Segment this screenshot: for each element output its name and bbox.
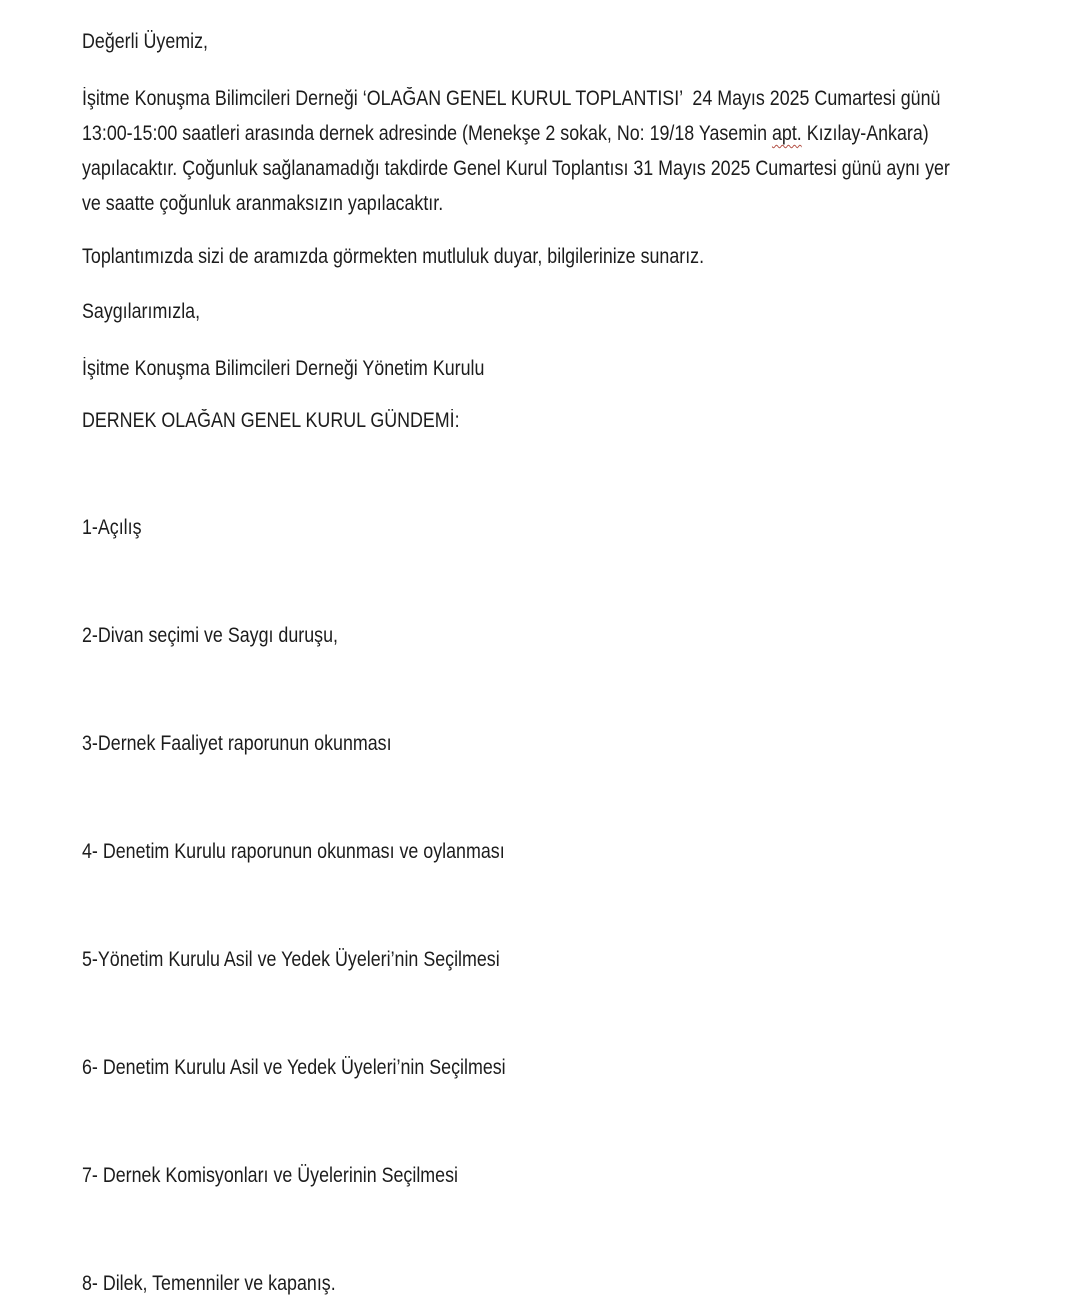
announcement-line-2-pre: 13:00-15:00 saatleri arasında dernek adresinde (Menekşe 2 sokak, No: 19/18 Yasemin — [82, 122, 772, 145]
signature-text: İşitme Konuşma Bilimcileri Derneği Yönetim Kurulu — [82, 357, 485, 380]
agenda-item-5: 5-Yönetim Kurulu Asil ve Yedek Üyeleri’nin Seçilmesi — [82, 948, 500, 971]
announcement-line-2-post: Kızılay-Ankara) — [801, 122, 929, 145]
invitation-text: Toplantımızda sizi de aramızda görmekten mutluluk duyar, bilgilerinize sunarız. — [82, 245, 705, 268]
agenda-item-3: 3-Dernek Faaliyet raporunun okunması — [82, 732, 392, 755]
announcement-line-1: İşitme Konuşma Bilimcileri Derneği ‘OLAĞAN GENEL KURUL TOPLANTISI’ 24 Mayıs 2025 Cumartesi günü — [82, 87, 941, 110]
closing-text: Saygılarımızla, — [82, 300, 201, 323]
announcement-line-3: yapılacaktır. Çoğunluk sağlanamadığı takdirde Genel Kurul Toplantısı 31 Mayıs 2025 Cumartesi günü aynı yer — [82, 157, 950, 180]
agenda-item-4: 4- Denetim Kurulu raporunun okunması ve oylanması — [82, 840, 505, 863]
greeting-text: Değerli Üyemiz, — [82, 30, 208, 53]
agenda-item-7: 7- Dernek Komisyonları ve Üyelerinin Seçilmesi — [82, 1164, 458, 1187]
agenda-item-1: 1-Açılış — [82, 516, 142, 539]
announcement-line-4: ve saatte çoğunluk aranmaksızın yapılacaktır. — [82, 192, 444, 215]
agenda-list — [82, 510, 1049, 1301]
agenda-item-6: 6- Denetim Kurulu Asil ve Yedek Üyeleri’nin Seçilmesi — [82, 1056, 506, 1079]
agenda-item-2: 2-Divan seçimi ve Saygı duruşu, — [82, 624, 338, 647]
announcement-line-2 — [82, 116, 929, 151]
misspelled-word: apt. — [771, 122, 802, 145]
agenda-heading: DERNEK OLAĞAN GENEL KURUL GÜNDEMİ: — [82, 409, 460, 432]
agenda-item-8: 8- Dilek, Temenniler ve kapanış. — [82, 1272, 336, 1295]
announcement-paragraph — [82, 81, 1049, 221]
